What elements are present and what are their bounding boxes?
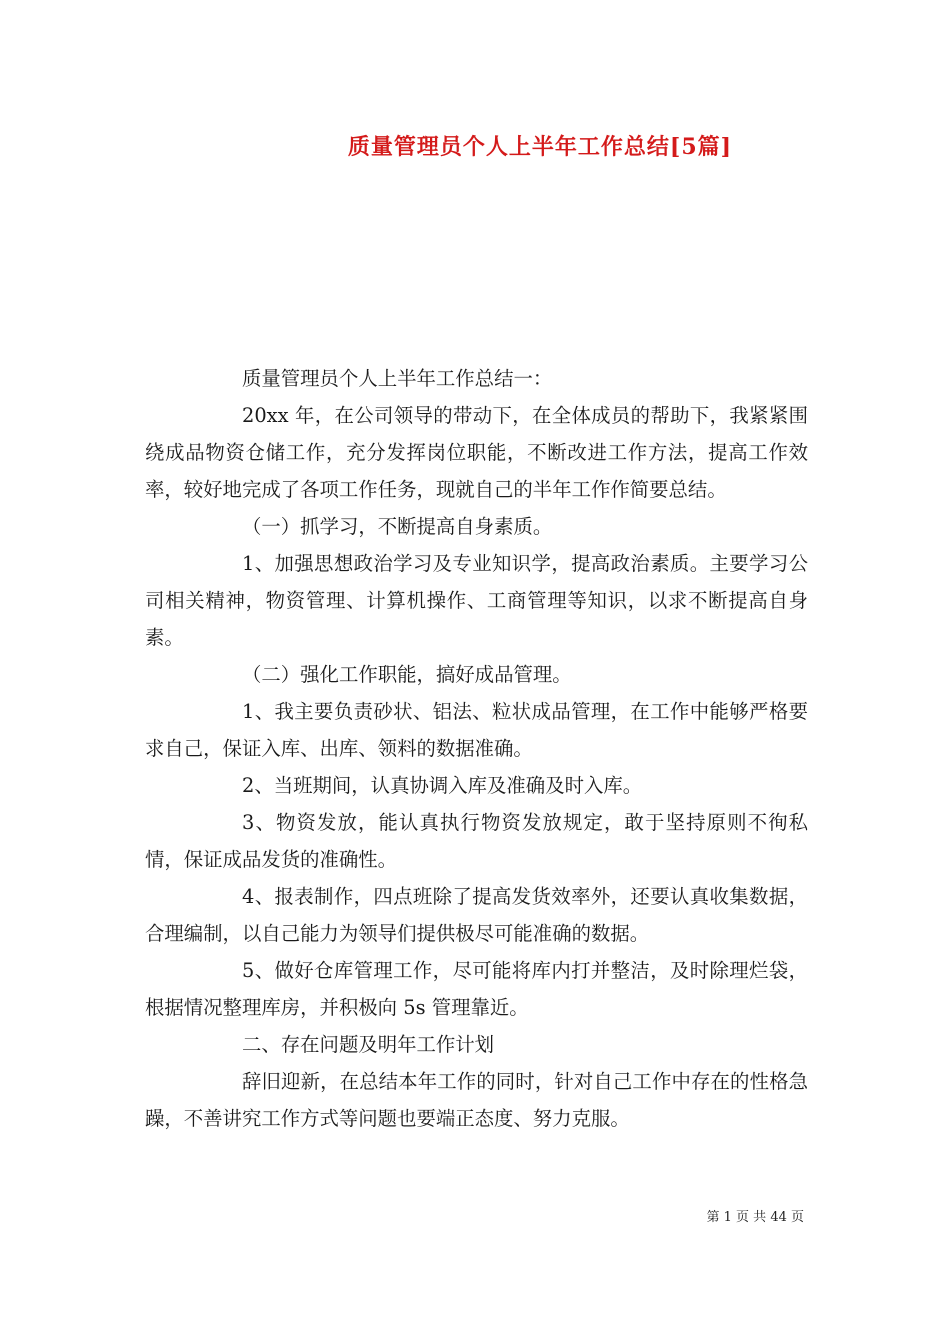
paragraph: 1、加强思想政治学习及专业知识学，提高政治素质。主要学习公司相关精神，物资管理、计算机操作、工商管理等知识，以求不断提高自身素。 [145,552,808,649]
paragraph: 4、报表制作，四点班除了提高发货效率外，还要认真收集数据，合理编制，以自己能力为领导们提供极尽可能准确的数据。 [145,885,808,945]
paragraph: 5、做好仓库管理工作，尽可能将库内打并整洁，及时除理烂袋，根据情况整理库房，并积极向 5s 管理靠近。 [145,959,808,1019]
section-heading: 质量管理员个人上半年工作总结一： [242,367,553,390]
paragraph: 3、物资发放，能认真执行物资发放规定，敢于坚持原则不徇私情，保证成品发货的准确性。 [145,811,808,871]
page-number-footer: 第 1 页 共 44 页 [706,1210,804,1225]
document-body [145,360,808,1137]
paragraph: 2、当班期间，认真协调入库及准确及时入库。 [242,774,643,797]
subsection-heading: （一）抓学习，不断提高自身素质。 [242,515,553,538]
section-heading: 二、存在问题及明年工作计划 [242,1033,495,1056]
paragraph: 20xx 年，在公司领导的带动下，在全体成员的帮助下，我紧紧围绕成品物资仓储工作，充分发挥岗位职能，不断改进工作方法，提高工作效率，较好地完成了各项工作任务，现就自己的半年工作作简要总结。 [145,404,808,501]
paragraph: 1、我主要负责砂状、铝法、粒状成品管理，在工作中能够严格要求自己，保证入库、出库、领料的数据准确。 [145,700,808,760]
paragraph: 辞旧迎新，在总结本年工作的同时，针对自己工作中存在的性格急躁，不善讲究工作方式等问题也要端正态度、努力克服。 [145,1070,808,1130]
document-title: 质量管理员个人上半年工作总结[5篇] [347,134,733,160]
subsection-heading: （二）强化工作职能，搞好成品管理。 [242,663,572,686]
